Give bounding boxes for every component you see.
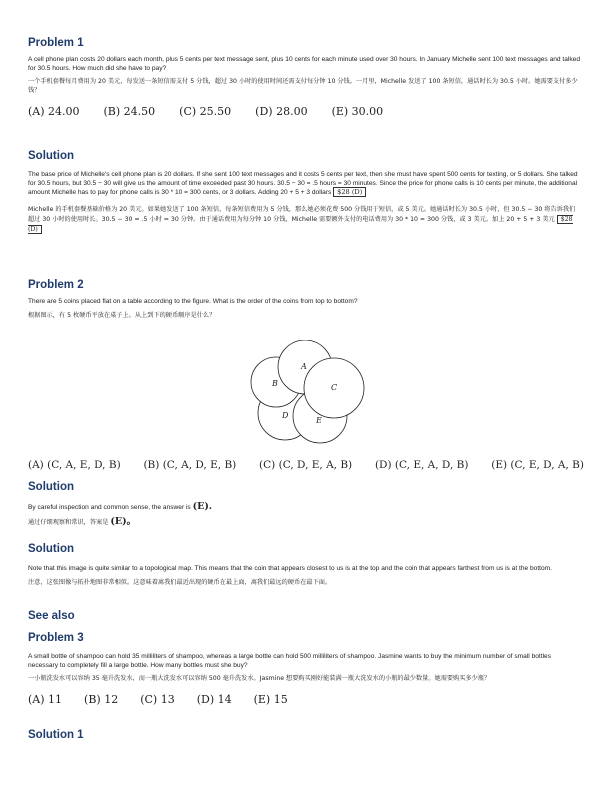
problem-1-section [28,36,580,119]
solution-1-answer-en: $28 (D) [333,187,366,197]
solution-2a-text-zh [28,515,580,528]
solution-1-text-en [28,171,580,198]
choice-c: (C) (C, D, E, A, B) [259,459,353,471]
problem-3-section [28,631,580,707]
coin-label-a: A [301,362,307,371]
solution-1-body-en: The base price of Michelle's cell phone plan is 20 dollars. If she sent 100 text messages and it costs 5 cents per text, then she must have spent 500 cents for texting, or 5 dollars. She talked for 30.5 hours, but 30.5 − 30 will give us the amount of time exceeded past 30 hours. 30.5 − 30 = .5 hours = 30 minutes. Since the price for phone calls is 10 cents per minute, the additional amount Michelle has to pay for phone calls is 30 * 10 = 300 cents, or 3 dollars. Adding 20 + 5 + 3 dollars [28,171,578,197]
choice-a: (A) 24.00 [28,105,80,119]
solution-2a-body-zh: 通过仔细观察和常识，答案是 [28,518,109,526]
coin-label-d: D [282,411,289,420]
problem-2-section [28,278,580,320]
problem-3-heading: Problem 3 [28,632,84,644]
problem-1-heading: Problem 1 [28,37,84,49]
choice-c: (C) 25.50 [179,105,232,119]
solution-2a-answer-zh: (E)。 [110,515,137,527]
coin-label-e: E [316,416,322,425]
choice-a: (A) 11 [28,692,63,706]
choice-d: (D) 28.00 [255,105,308,119]
problem-2-text-zh: 根据图示，有 5 枚硬币平放在桌子上。从上到下的硬币顺序是什么？ [28,311,216,319]
solution-2a-text-en [28,503,580,513]
choice-b: (B) (C, A, D, E, B) [143,459,237,471]
choice-d: (D) (C, E, A, D, B) [374,459,469,471]
choice-b: (B) 24.50 [103,105,156,119]
solution-1-section [28,149,580,235]
solution-2b-heading: Solution [28,543,74,555]
problem-1-choices [28,105,580,119]
choice-a: (A) (C, A, E, D, B) [28,459,121,471]
solution-2a-section [28,480,580,527]
choice-e: (E) 30.00 [331,105,384,119]
problem-3-text-zh: 一小瓶洗发水可以容纳 35 毫升洗发水，而一瓶大洗发水可以容纳 500 毫升洗发水。Jasmine 想要购买刚好能装满一瓶大洗发水的小瓶的最少数量。她需要购买多少瓶？ [28,675,491,683]
problem-1-text-zh: 一个手机套餐每月费用为 20 美元，每发送一条短信需支付 5 分钱，超过 30 小时的使用时间还需支付每分钟 10 分钱。一月里，Michelle 发送了 100 条短信，通话时长为 30.5 小时。她需要支付多少钱？ [28,78,578,94]
solution-2b-text-zh: 注意，这张图像与拓扑地图非常相似。这意味着离我们最近出现的硬币在最上面，离我们最远的硬币在最下面。 [28,578,332,586]
problem-3-text-en: A small bottle of shampoo can hold 35 milliliters of shampoo, whereas a large bottle can hold 500 milliliters of shampoo. Jasmine wants to buy the minimum number of small bottles necessary to completely fill a large bottle. How many bottles must she buy? [28,653,551,669]
solution-1-body-zh: Michelle 的手机套餐基础价格为 20 美元。如果她发送了 100 条短信，每条短信费用为 5 分钱，那么她必须花费 500 分钱用于短信，或 5 美元。她通话时长为 30.5 小时，但 30.5 − 30 将告诉我们超过 30 小时的使用时长。30.5 − 30 = .5 小时 = 30 分钟。由于通话费用为每分钟 10 分钱，Michelle 需要额外支付的电话费用为 30 * 10 = 300 分钱，或 3 美元。加上 20 + 5 + 3 美元 [28,205,576,223]
problem-2-choices-wrap [28,458,584,472]
solution-1-answer-zh: $28 (D) [28,215,573,233]
solution-3-heading: Solution 1 [28,729,84,741]
choice-d: (D) 14 [196,692,232,706]
solution-2b-text-en: Note that this image is quite similar to a topological map. This means that the coin that appears closest to us is at the top and the coin that appears farthest from us is at the bottom. [28,565,552,572]
solution-1-text-zh [28,205,580,235]
see-also-heading: See also [28,610,75,622]
choice-b: (B) 12 [84,692,119,706]
choice-e: (E) (C, E, D, A, B) [491,459,584,471]
problem-2-heading: Problem 2 [28,279,84,291]
solution-2a-body-en: By careful inspection and common sense, the answer is [28,504,191,511]
solution-2a-answer-en: (E). [192,501,213,512]
solution-1-heading: Solution [28,150,74,162]
solution-2a-heading: Solution [28,481,74,493]
choice-e: (E) 15 [253,692,288,706]
problem-1-text-en: A cell phone plan costs 20 dollars each month, plus 5 cents per text message sent, plus 10 cents for each minute used over 30 hours. In January Michelle sent 100 text messages and talked for 30.5 hours. How much did she have to pay? [28,56,580,72]
solution-3-section [28,728,580,742]
coin-label-c: C [331,383,338,392]
problem-3-choices [28,693,580,707]
problem-2-choices [28,458,584,472]
see-also-section [28,609,580,623]
solution-2b-section [28,542,580,587]
coins-figure [250,340,370,450]
choice-c: (C) 13 [140,692,175,706]
coin-label-b: B [272,379,278,388]
problem-2-text-en: There are 5 coins placed flat on a table according to the figure. What is the order of the coins from top to bottom? [28,298,358,305]
